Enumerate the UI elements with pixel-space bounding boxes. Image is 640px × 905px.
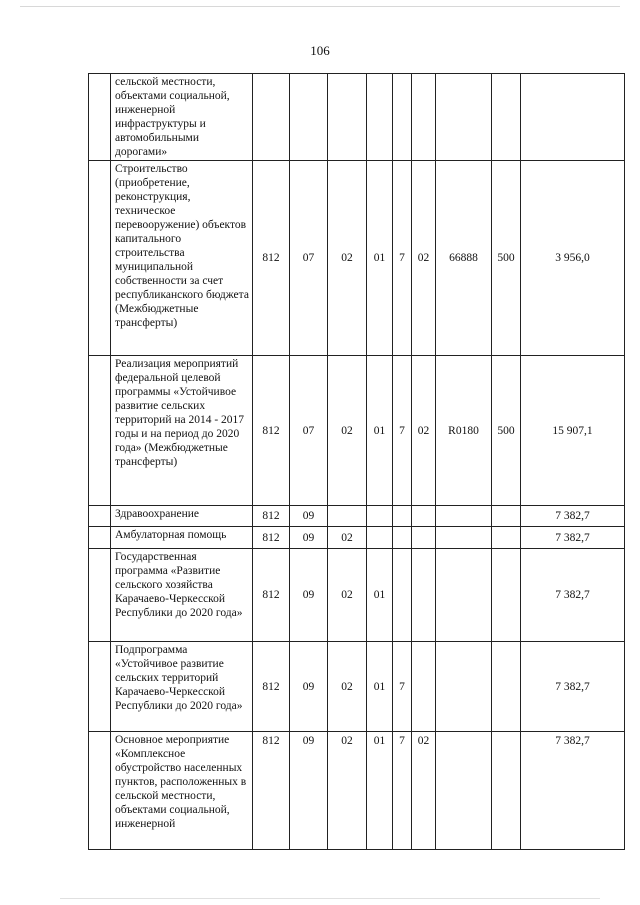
row-marker-cell xyxy=(89,732,111,850)
row-marker-cell xyxy=(89,527,111,549)
table-row xyxy=(89,549,625,642)
target-code-4 xyxy=(436,506,492,527)
amount: 15 907,1 xyxy=(521,356,625,506)
amount xyxy=(521,74,625,161)
table-row xyxy=(89,356,625,506)
target-code-2: 7 xyxy=(393,642,412,732)
amount: 7 382,7 xyxy=(521,549,625,642)
target-code-2 xyxy=(393,549,412,642)
target-code-4 xyxy=(436,527,492,549)
subsection-code: 02 xyxy=(328,549,367,642)
ministry-code: 812 xyxy=(253,732,290,850)
item-name: Реализация мероприятий федеральной целевой программы «Устойчивое развитие сельских территорий на 2014 - 2017 годы и на период до 2020 года» (Межбюджетные трансферты) xyxy=(111,356,253,506)
scan-artifact-top xyxy=(20,6,620,7)
table-row xyxy=(89,527,625,549)
section-code: 09 xyxy=(290,642,328,732)
target-code-3: 02 xyxy=(412,732,436,850)
target-code-2: 7 xyxy=(393,161,412,356)
target-code-2: 7 xyxy=(393,356,412,506)
target-code-2 xyxy=(393,506,412,527)
amount: 7 382,7 xyxy=(521,527,625,549)
target-code-3 xyxy=(412,642,436,732)
target-code-1 xyxy=(367,74,393,161)
section-code: 09 xyxy=(290,506,328,527)
target-code-4: 66888 xyxy=(436,161,492,356)
ministry-code: 812 xyxy=(253,356,290,506)
target-code-4 xyxy=(436,732,492,850)
ministry-code: 812 xyxy=(253,549,290,642)
subsection-code: 02 xyxy=(328,161,367,356)
target-code-3 xyxy=(412,549,436,642)
target-code-1: 01 xyxy=(367,642,393,732)
expense-type-code: 500 xyxy=(492,161,521,356)
row-marker-cell xyxy=(89,356,111,506)
section-code: 09 xyxy=(290,732,328,850)
row-marker-cell xyxy=(89,74,111,161)
row-marker-cell xyxy=(89,161,111,356)
expense-type-code xyxy=(492,527,521,549)
amount: 7 382,7 xyxy=(521,732,625,850)
row-marker-cell xyxy=(89,506,111,527)
target-code-3 xyxy=(412,74,436,161)
expense-type-code xyxy=(492,74,521,161)
section-code: 07 xyxy=(290,161,328,356)
expense-type-code xyxy=(492,642,521,732)
expense-type-code xyxy=(492,732,521,850)
amount: 7 382,7 xyxy=(521,506,625,527)
subsection-code: 02 xyxy=(328,527,367,549)
subsection-code xyxy=(328,74,367,161)
item-name: Основное мероприятие «Комплексное обустройство населенных пунктов, расположенных в сельской местности, объектами социальной, инженерной xyxy=(111,732,253,850)
table-row xyxy=(89,732,625,850)
item-name: Здравоохранение xyxy=(111,506,253,527)
expense-type-code xyxy=(492,506,521,527)
target-code-3: 02 xyxy=(412,161,436,356)
section-code: 09 xyxy=(290,549,328,642)
expense-type-code: 500 xyxy=(492,356,521,506)
section-code: 09 xyxy=(290,527,328,549)
target-code-1 xyxy=(367,506,393,527)
ministry-code: 812 xyxy=(253,506,290,527)
amount: 3 956,0 xyxy=(521,161,625,356)
amount: 7 382,7 xyxy=(521,642,625,732)
ministry-code: 812 xyxy=(253,527,290,549)
target-code-4 xyxy=(436,74,492,161)
target-code-2 xyxy=(393,527,412,549)
table-row xyxy=(89,161,625,356)
subsection-code xyxy=(328,506,367,527)
target-code-4: R0180 xyxy=(436,356,492,506)
section-code: 07 xyxy=(290,356,328,506)
subsection-code: 02 xyxy=(328,642,367,732)
ministry-code: 812 xyxy=(253,642,290,732)
target-code-1: 01 xyxy=(367,356,393,506)
target-code-1: 01 xyxy=(367,161,393,356)
budget-table xyxy=(88,73,625,850)
target-code-1 xyxy=(367,527,393,549)
ministry-code xyxy=(253,74,290,161)
table-row xyxy=(89,642,625,732)
ministry-code: 812 xyxy=(253,161,290,356)
section-code xyxy=(290,74,328,161)
target-code-3 xyxy=(412,527,436,549)
item-name: Амбулаторная помощь xyxy=(111,527,253,549)
table-row xyxy=(89,74,625,161)
expense-type-code xyxy=(492,549,521,642)
target-code-1: 01 xyxy=(367,732,393,850)
item-name: Строительство (приобретение, реконструкция, техническое перевооружение) объектов капитального строительства муниципальной собственности за счет республиканского бюджета (Межбюджетные трансферты) xyxy=(111,161,253,356)
target-code-1: 01 xyxy=(367,549,393,642)
scan-artifact-bottom xyxy=(60,898,600,899)
target-code-3: 02 xyxy=(412,356,436,506)
item-name: Подпрограмма «Устойчивое развитие сельских территорий Карачаево-Черкесской Республики до 2020 года» xyxy=(111,642,253,732)
row-marker-cell xyxy=(89,642,111,732)
page-number: 106 xyxy=(310,43,330,58)
target-code-4 xyxy=(436,642,492,732)
target-code-2 xyxy=(393,74,412,161)
item-name: сельской местности, объектами социальной, инженерной инфраструктуры и автомобильными дорогами» xyxy=(111,74,253,161)
subsection-code: 02 xyxy=(328,732,367,850)
target-code-4 xyxy=(436,549,492,642)
item-name: Государственная программа «Развитие сельского хозяйства Карачаево-Черкесской Республики до 2020 года» xyxy=(111,549,253,642)
table-row xyxy=(89,506,625,527)
target-code-2: 7 xyxy=(393,732,412,850)
row-marker-cell xyxy=(89,549,111,642)
subsection-code: 02 xyxy=(328,356,367,506)
target-code-3 xyxy=(412,506,436,527)
